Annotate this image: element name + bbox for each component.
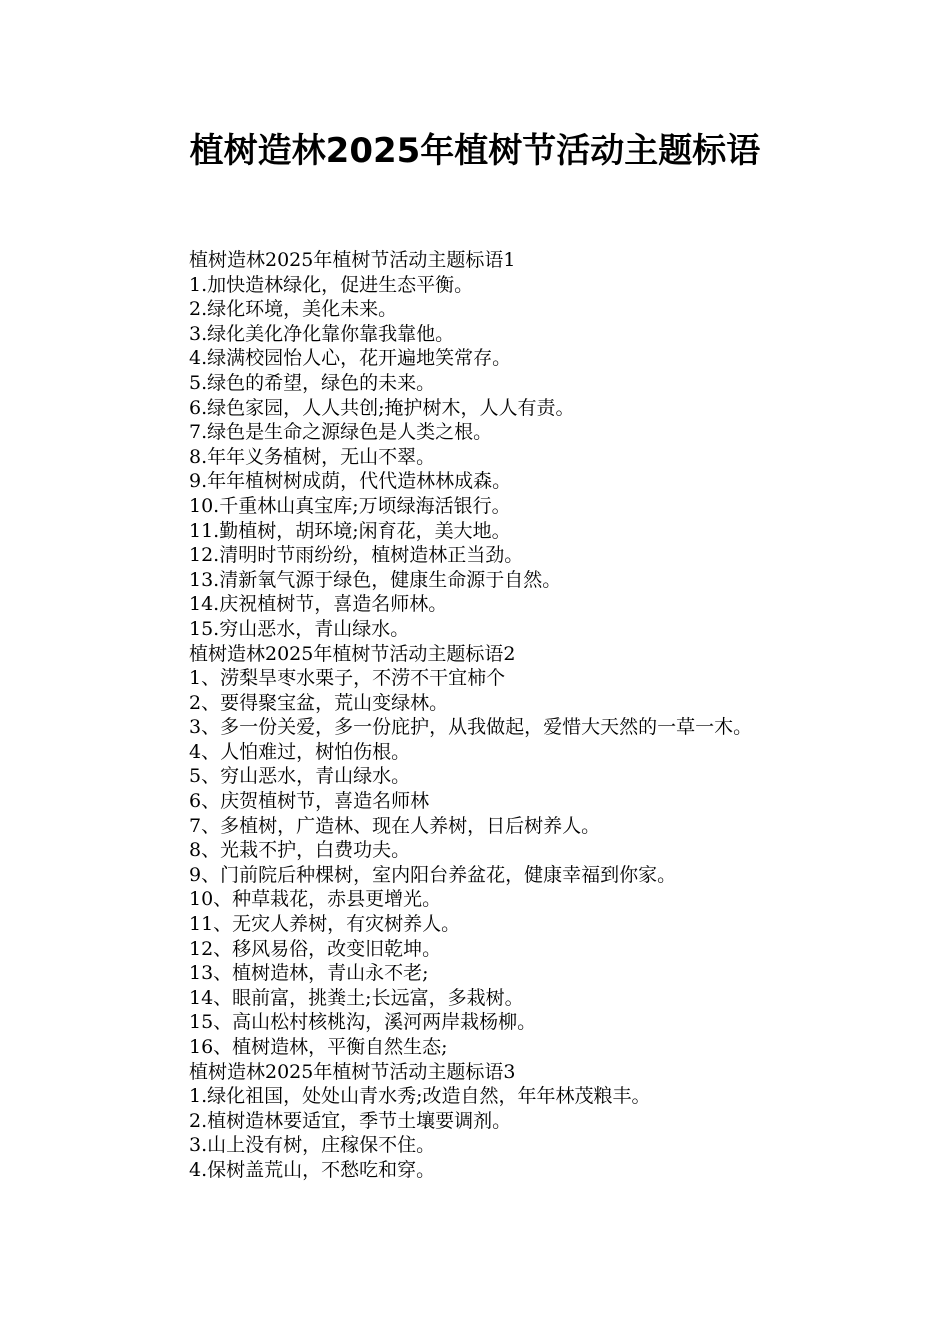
document-title: 植树造林2025年植树节活动主题标语 xyxy=(189,131,761,171)
list-item: 1.加快造林绿化，促进生态平衡。 xyxy=(189,273,474,296)
list-item: 4.绿满校园怡人心，花开遍地笑常存。 xyxy=(189,347,512,370)
list-item: 8、光栽不护，白费功夫。 xyxy=(189,839,411,862)
list-item: 4.保树盖荒山，不愁吃和穿。 xyxy=(189,1158,436,1181)
list-item: 13.清新氧气源于绿色，健康生命源于自然。 xyxy=(189,568,562,591)
document-body xyxy=(145,248,810,1183)
list-item: 15、高山松村核桃沟，溪河两岸栽杨柳。 xyxy=(189,1011,537,1034)
list-item: 4、人怕难过，树怕伤根。 xyxy=(189,740,411,763)
section-heading: 植树造林2025年植树节活动主题标语3 xyxy=(189,1060,516,1083)
list-item: 16、植树造林，平衡自然生态; xyxy=(189,1036,448,1058)
list-item: 10.千重林山真宝库;万顷绿海活银行。 xyxy=(189,494,511,517)
list-item: 3.绿化美化净化靠你靠我靠他。 xyxy=(189,322,455,345)
list-item: 2、要得聚宝盆，荒山变绿林。 xyxy=(189,691,449,714)
list-item: 5、穷山恶水，青山绿水。 xyxy=(189,765,411,788)
list-item: 11.勤植树，胡环境;闲育花，美大地。 xyxy=(189,519,511,542)
list-item: 1、涝梨旱枣水栗子，不涝不干宜柿个 xyxy=(189,667,506,690)
list-item: 6.绿色家园，人人共创;掩护树木，人人有责。 xyxy=(189,396,575,419)
list-item: 9、门前院后种棵树，室内阳台养盆花，健康幸福到你家。 xyxy=(189,863,677,886)
section-heading: 植树造林2025年植树节活动主题标语2 xyxy=(189,642,516,665)
list-item: 2.绿化环境，美化未来。 xyxy=(189,298,398,321)
list-item: 7、多植树，广造林、现在人养树，日后树养人。 xyxy=(189,814,601,837)
list-item: 3.山上没有树，庄稼保不住。 xyxy=(189,1134,436,1157)
list-item: 14、眼前富，挑粪土;长远富，多栽树。 xyxy=(189,986,524,1009)
list-item: 13、植树造林，青山永不老; xyxy=(189,962,429,985)
list-item: 8.年年义务植树，无山不翠。 xyxy=(189,445,436,468)
list-item: 1.绿化祖国，处处山青水秀;改造自然，年年林茂粮丰。 xyxy=(189,1085,651,1108)
list-item: 15.穷山恶水，青山绿水。 xyxy=(189,617,410,640)
list-item: 14.庆祝植树节，喜造名师林。 xyxy=(189,593,448,616)
section-heading: 植树造林2025年植树节活动主题标语1 xyxy=(189,249,516,271)
list-item: 12.清明时节雨纷纷，植树造林正当劲。 xyxy=(189,544,524,567)
list-item: 3、多一份关爱，多一份庇护，从我做起，爱惜大天然的一草一木。 xyxy=(189,716,753,739)
list-item: 10、种草栽花，赤县更增光。 xyxy=(189,888,442,911)
list-item: 12、移风易俗，改变旧乾坤。 xyxy=(189,937,442,960)
list-item: 6、庆贺植树节，喜造名师林 xyxy=(189,790,430,813)
list-item: 2.植树造林要适宜，季节土壤要调剂。 xyxy=(189,1109,512,1132)
list-item: 11、无灾人养树，有灾树养人。 xyxy=(189,913,461,936)
list-item: 5.绿色的希望，绿色的未来。 xyxy=(189,371,436,394)
list-item: 9.年年植树树成荫，代代造林林成森。 xyxy=(189,470,512,493)
list-item: 7.绿色是生命之源绿色是人类之根。 xyxy=(189,421,493,444)
